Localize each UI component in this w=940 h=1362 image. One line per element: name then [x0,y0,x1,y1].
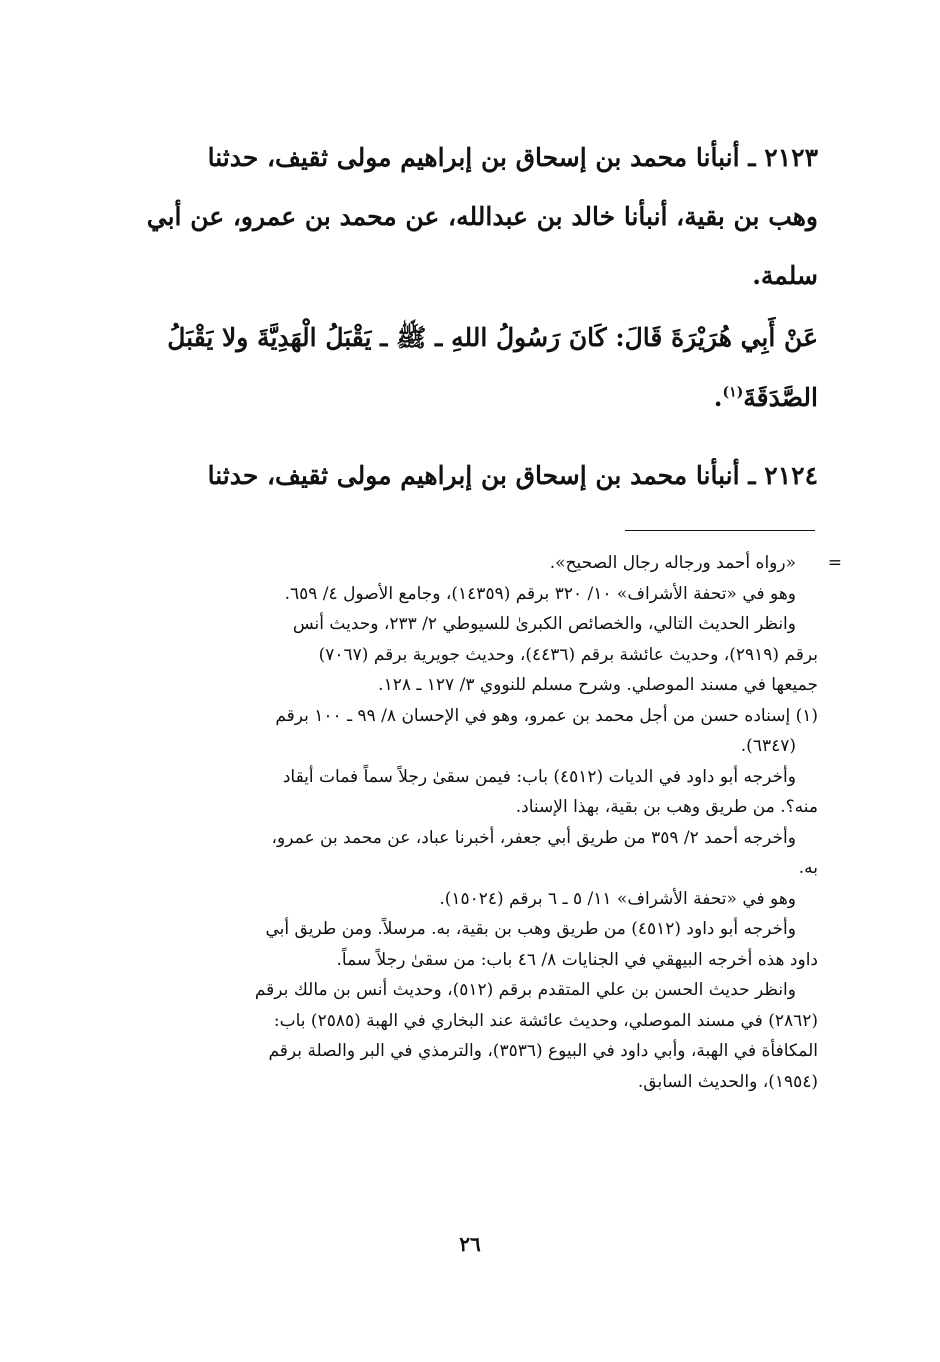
footnote-line: وأخرجه أبو داود (٤٥١٢) من طريق وهب بن بقية، به. مرسلاً. ومن طريق أبي [265,919,796,939]
footnote-line: به. [798,858,818,878]
hadith-2123-line-2: وهب بن بقية، أنبأنا خالد بن عبدالله، عن محمد بن عمرو، عن أبي [146,202,818,231]
footnote-line: وأخرجه أحمد ٢/ ٣٥٩ من طريق أبي جعفر، أخبرنا عباد، عن محمد بن عمرو، [271,827,796,848]
footnotes-section [105,548,842,1097]
footnote-line: وانظر الحديث التالي، والخصائص الكبرىٰ للسيوطي ٢/ ٢٣٣، وحديث أنس [292,614,796,634]
footnote-line: وهو في «تحفة الأشراف» ١١/ ٥ ـ ٦ برقم (١٥٠٢٤). [439,888,796,909]
footnote-line: برقم (٢٩١٩)، وحديث عائشة برقم (٤٤٣٦)، وحديث جويرية برقم (٧٠٦٧) [318,644,818,665]
footnote-line: داود هذه أخرجه البيهقي في الجنايات ٨/ ٤٦ باب: من سقىٰ رجلاً سماً. [336,949,818,970]
hadith-2123-line-1: ٢١٢٣ ـ أنبأنا محمد بن إسحاق بن إبراهيم مولى ثقيف، حدثنا [207,143,818,172]
footnote-line: منه؟. من طريق وهب بن بقية، بهذا الإسناد. [515,797,818,817]
hadith-2124 [105,446,818,505]
footnote-line: جميعها في مسند الموصلي. وشرح مسلم للنووي ٣/ ١٢٧ ـ ١٢٨. [378,675,818,695]
footnote-line: (٢٨٦٢) في مسند الموصلي، وحديث عائشة عند البخاري في الهبة (٢٥٨٥) باب: [273,1010,818,1031]
footnote-separator [625,530,815,531]
footnote-line [105,548,842,579]
continuation-marker: = [827,553,842,573]
footnote-1-start: (١) إسناده حسن من أجل محمد بن عمرو، وهو في الإحسان ٨/ ٩٩ ـ ١٠٠ برقم [275,705,818,726]
footnote-line: وانظر حديث الحسن بن علي المتقدم برقم (٥١٢)، وحديث أنس بن مالك برقم [254,980,796,1000]
hadith-2123-matn [105,308,818,428]
page-number: ٢٦ [459,1232,481,1256]
hadith-2123-line-3: سلمة. [752,261,818,290]
footnote-line: (٦٣٤٧). [740,736,796,756]
footnote-line-text: «رواه أحمد ورجاله رجال الصحيح». [549,553,796,573]
hadith-2124-line-1: ٢١٢٤ ـ أنبأنا محمد بن إسحاق بن إبراهيم مولى ثقيف، حدثنا [207,461,818,490]
footnote-line: وهو في «تحفة الأشراف» ١٠/ ٣٢٠ برقم (١٤٣٥٩)، وجامع الأصول ٤/ ٦٥٩. [284,583,796,604]
footnote-reference-1[interactable]: (١) [722,384,744,401]
footnote-line: المكافأة في الهبة، وأبي داود في البيوع (٣٥٣٦)، والترمذي في البر والصلة برقم [268,1041,818,1061]
matn-line-1: عَنْ أَبِي هُرَيْرَةَ قَالَ: كَانَ رَسُولُ اللهِ ـ ﷺ ـ يَقْبَلُ الْهَدِيَّةَ ولا يَقْبَلُ [167,323,818,352]
matn-line-2-text: الصَّدَقَةَ [743,383,818,412]
matn-line-2 [105,368,818,428]
hadith-2123 [105,128,818,305]
footnote-line: وأخرجه أبو داود في الديات (٤٥١٢) باب: فيمن سقىٰ رجلاً سماً فمات أيقاد [282,766,796,787]
footnote-line: (١٩٥٤)، والحديث السابق. [637,1071,818,1092]
matn-line-2-end: . [713,383,723,412]
